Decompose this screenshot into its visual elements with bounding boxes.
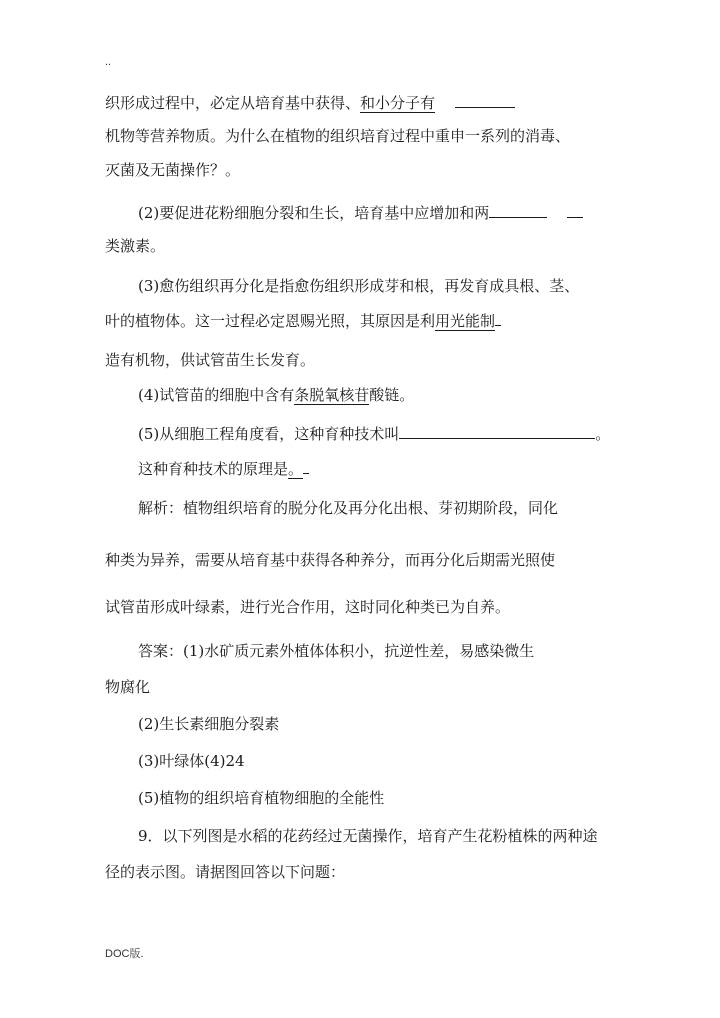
- question-5-line-2: [138, 459, 309, 479]
- q5-text-c: 这种育种技术的原理是: [138, 460, 289, 478]
- answer-line-5: (5)植物的组织培育植物细胞的全能性: [138, 789, 385, 807]
- question-5-line-1: [138, 422, 610, 444]
- footer-text: DOC版.: [105, 948, 144, 960]
- question-3-line-2: [105, 311, 501, 331]
- answer-line-4: (3)叶绿体(4)24: [138, 752, 245, 770]
- answer-blank-1[interactable]: [455, 91, 515, 108]
- answer-blank-2a[interactable]: [489, 201, 547, 218]
- question-1-line-2: 机物等营养物质。为什么在植物的组织培育过程中重申一系列的消毒、: [105, 127, 571, 145]
- analysis-line-2: 种类为异养，需要从培育基中获得各种养分，而再分化后期需光照使: [105, 551, 556, 569]
- q5-text-a: (5)从细胞工程角度看，这种育种技术叫: [138, 425, 400, 443]
- question-4-line: [138, 385, 414, 405]
- answer-line-3: (2)生长素细胞分裂素: [138, 715, 280, 733]
- q2-text-b: 两: [474, 204, 490, 222]
- answer-blank-2b[interactable]: [567, 201, 583, 218]
- question-2-line-1: [138, 201, 583, 223]
- header-mark: ..: [105, 56, 112, 68]
- q3-text-b1: 叶的植物体。这一过程必定恩赐光照，其原因是利: [105, 312, 436, 330]
- question-1-line-3: 灭菌及无菌操作？。: [105, 161, 241, 179]
- analysis-line-1: 解析：植物组织培育的脱分化及再分化出根、芽初期阶段，同化: [138, 499, 559, 517]
- q5-text-d-underlined: 。: [288, 460, 304, 478]
- answer-line-1: 答案：(1)水矿质元素外植体体积小，抗逆性差，易感染微生: [138, 642, 535, 660]
- problem-9-line-1: 9．以下列图是水稻的花药经过无菌操作，培育产生花粉植株的两种途: [138, 827, 598, 845]
- q4-text-b-underlined: 条脱氧核苷: [294, 386, 370, 404]
- q3-text-b2-underlined: 用光能制: [435, 312, 496, 330]
- answer-blank-5a[interactable]: [399, 422, 595, 439]
- q4-text-c: 酸链。: [369, 386, 415, 404]
- q1-text-b-underlined: 和小分子有: [360, 94, 436, 112]
- analysis-line-3: 试管苗形成叶绿素，进行光合作用，这时同化种类已为自养。: [105, 598, 511, 616]
- q1-text-a: 织形成过程中，必定从培育基中获得、: [105, 94, 361, 112]
- question-3-line-1: (3)愈伤组织再分化是指愈伤组织形成芽和根，再发育成具根、茎、: [138, 277, 580, 295]
- question-3-line-3: 造有机物，供试管苗生长发育。: [105, 351, 316, 369]
- question-1-line-1: [105, 91, 515, 113]
- q5-text-b: 。: [595, 425, 611, 443]
- q4-text-a: (4)试管苗的细胞中含有: [138, 386, 295, 404]
- question-2-line-2: 类激素。: [105, 237, 166, 255]
- problem-9-line-2: 径的表示图。请据图回答以下问题：: [105, 863, 346, 881]
- q2-text-a: (2)要促进花粉细胞分裂和生长，培育基中应增加和: [138, 204, 475, 222]
- answer-line-2: 物腐化: [105, 678, 151, 696]
